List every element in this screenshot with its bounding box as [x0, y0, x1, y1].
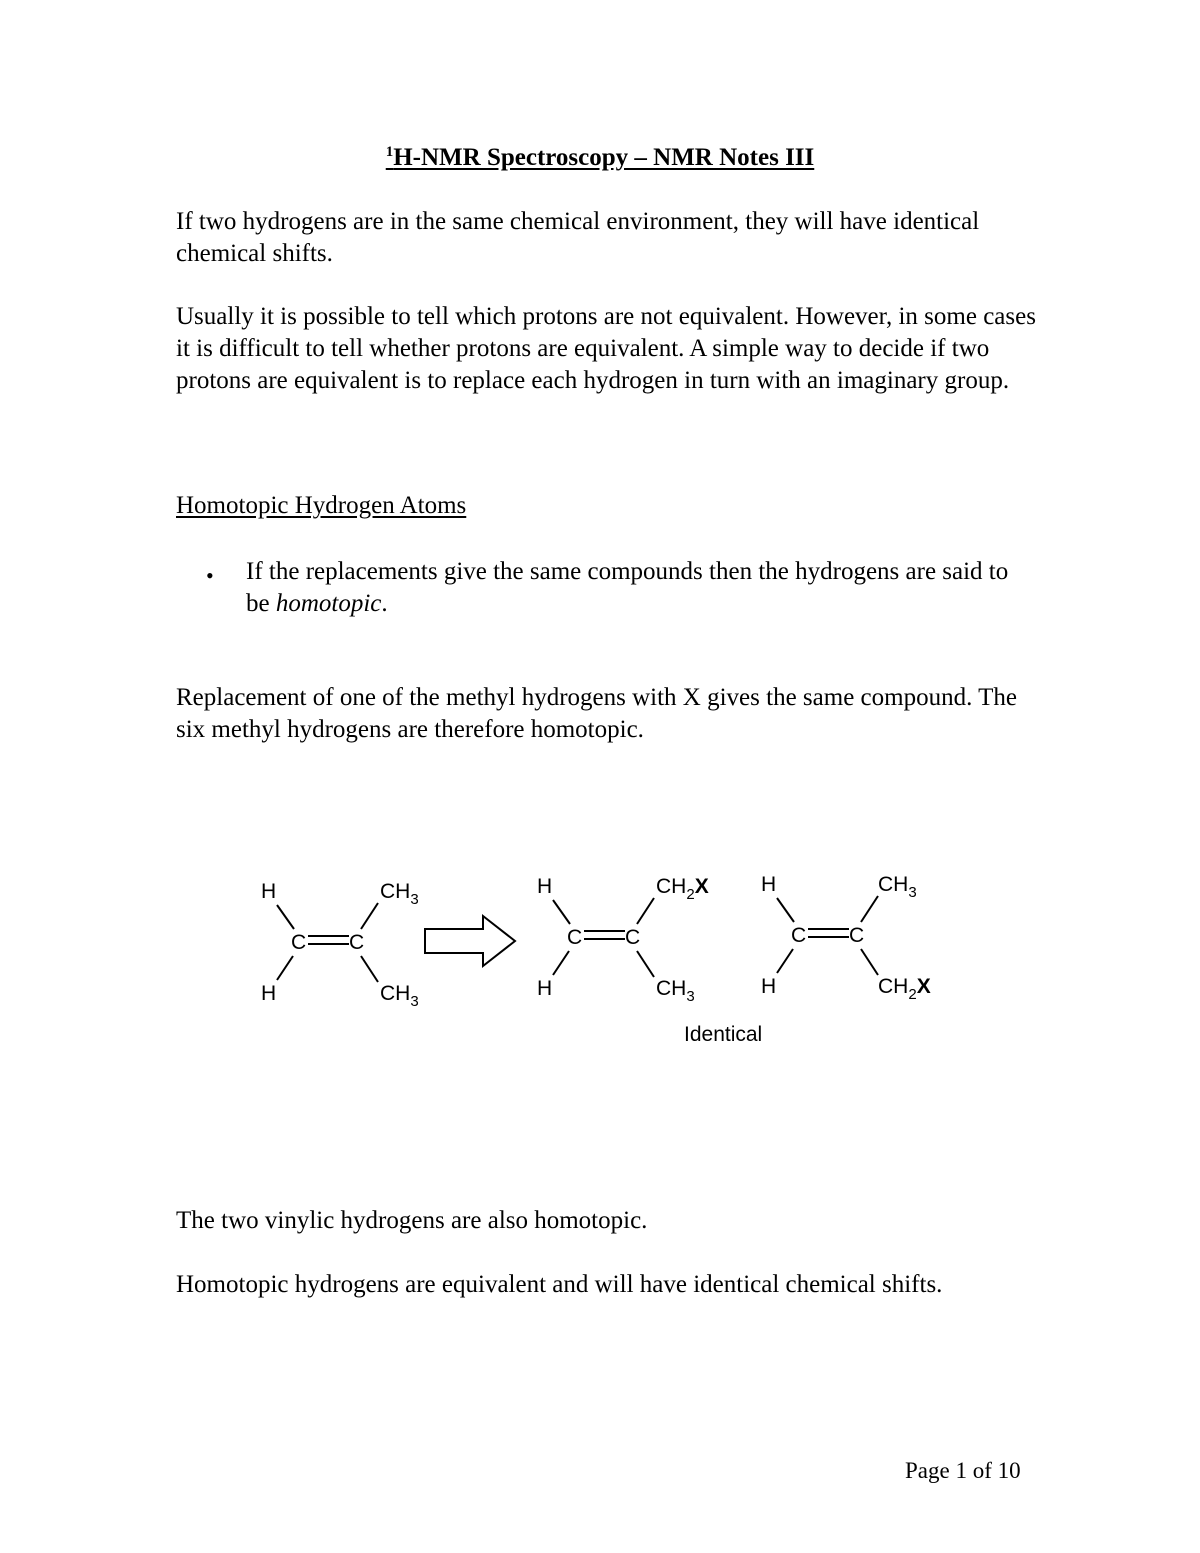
group-methyl-bottom [380, 982, 419, 1010]
ch2x-ch: CH [878, 975, 909, 998]
atom-c-left: C [791, 924, 807, 947]
bond-h-bottom [777, 949, 793, 973]
methyl-bottom-subscript: 3 [410, 993, 419, 1010]
ch2x-subscript: 2 [908, 986, 917, 1003]
atom-c-right: C [625, 926, 641, 949]
group-methyl-bottom [656, 977, 695, 1005]
atom-c-left: C [567, 926, 583, 949]
molecule-replaced-bottom [761, 873, 931, 1003]
bullet-text-start: If the replacements give the same compounds then the hydrogens are said to be [246, 558, 1009, 617]
methyl-bottom-subscript: 3 [686, 988, 695, 1005]
atom-h-bottom: H [761, 975, 777, 998]
bond-h-top [777, 898, 794, 922]
group-ch2x-top [656, 875, 709, 903]
paragraph-vinylic-homotopic: The two vinylic hydrogens are also homotopic. [176, 1207, 648, 1234]
bond-h-top [277, 905, 294, 929]
methyl-top-ch: CH [380, 880, 411, 903]
bond-h-bottom [553, 951, 569, 975]
atom-h-top: H [761, 873, 777, 896]
atom-c-right: C [849, 924, 865, 947]
bond-methyl-top [861, 896, 878, 922]
paragraph-equivalence-test: Usually it is possible to tell which protons are not equivalent. However, in some cases it is difficult to tell whether protons are equivalent. A simple way to decide if two protons are equivalent is to replace each hydrogen in turn with an imaginary group. [176, 303, 1036, 394]
atom-h-bottom: H [261, 982, 277, 1005]
ch2x-x: X [694, 875, 709, 898]
atom-h-top: H [261, 880, 277, 903]
atom-h-bottom: H [537, 977, 553, 1000]
paragraph-chemical-environment: If two hydrogens are in the same chemical environment, they will have identical chemical shifts. [176, 208, 980, 267]
atom-c-right: C [349, 931, 365, 954]
bond-methyl-top [361, 903, 378, 929]
section-heading-homotopic: Homotopic Hydrogen Atoms [176, 492, 467, 519]
methyl-bottom-ch: CH [380, 982, 411, 1005]
paragraph-methyl-replacement: Replacement of one of the methyl hydrogens with X gives the same compound. The six methyl hydrogens are therefore homotopic. [176, 684, 1018, 743]
bond-ch2x-top [637, 898, 654, 924]
bond-ch2x-bottom [861, 949, 878, 975]
title-text: H-NMR Spectroscopy – NMR Notes III [393, 144, 815, 171]
atom-c-left: C [291, 931, 307, 954]
bullet-marker: • [206, 563, 214, 588]
ch2x-x: X [916, 975, 931, 998]
ch2x-ch: CH [656, 875, 687, 898]
group-methyl-top [878, 873, 917, 901]
diagram-caption: Identical [684, 1023, 763, 1046]
methyl-bottom-ch: CH [656, 977, 687, 1000]
methyl-top-subscript: 3 [908, 884, 917, 901]
group-ch2x-bottom [878, 975, 931, 1003]
bond-h-bottom [277, 956, 293, 980]
page-number: Page 1 of 10 [905, 1458, 1021, 1483]
bond-h-top [553, 900, 570, 924]
molecule-replaced-top [537, 875, 709, 1005]
ch2x-subscript: 2 [686, 886, 695, 903]
molecule-2-methylpropene [261, 880, 419, 1010]
atom-h-top: H [537, 875, 553, 898]
title-superscript: 1 [385, 144, 394, 160]
group-methyl-top [380, 880, 419, 908]
methyl-top-subscript: 3 [410, 891, 419, 908]
paragraph-homotopic-conclusion: Homotopic hydrogens are equivalent and will have identical chemical shifts. [176, 1271, 943, 1298]
methyl-top-ch: CH [878, 873, 909, 896]
reaction-arrow-icon [425, 916, 515, 966]
bullet-text-end: . [381, 590, 388, 617]
bond-methyl-bottom [361, 956, 378, 982]
bond-methyl-bottom [637, 951, 654, 977]
bullet-term-homotopic: homotopic [275, 590, 382, 617]
